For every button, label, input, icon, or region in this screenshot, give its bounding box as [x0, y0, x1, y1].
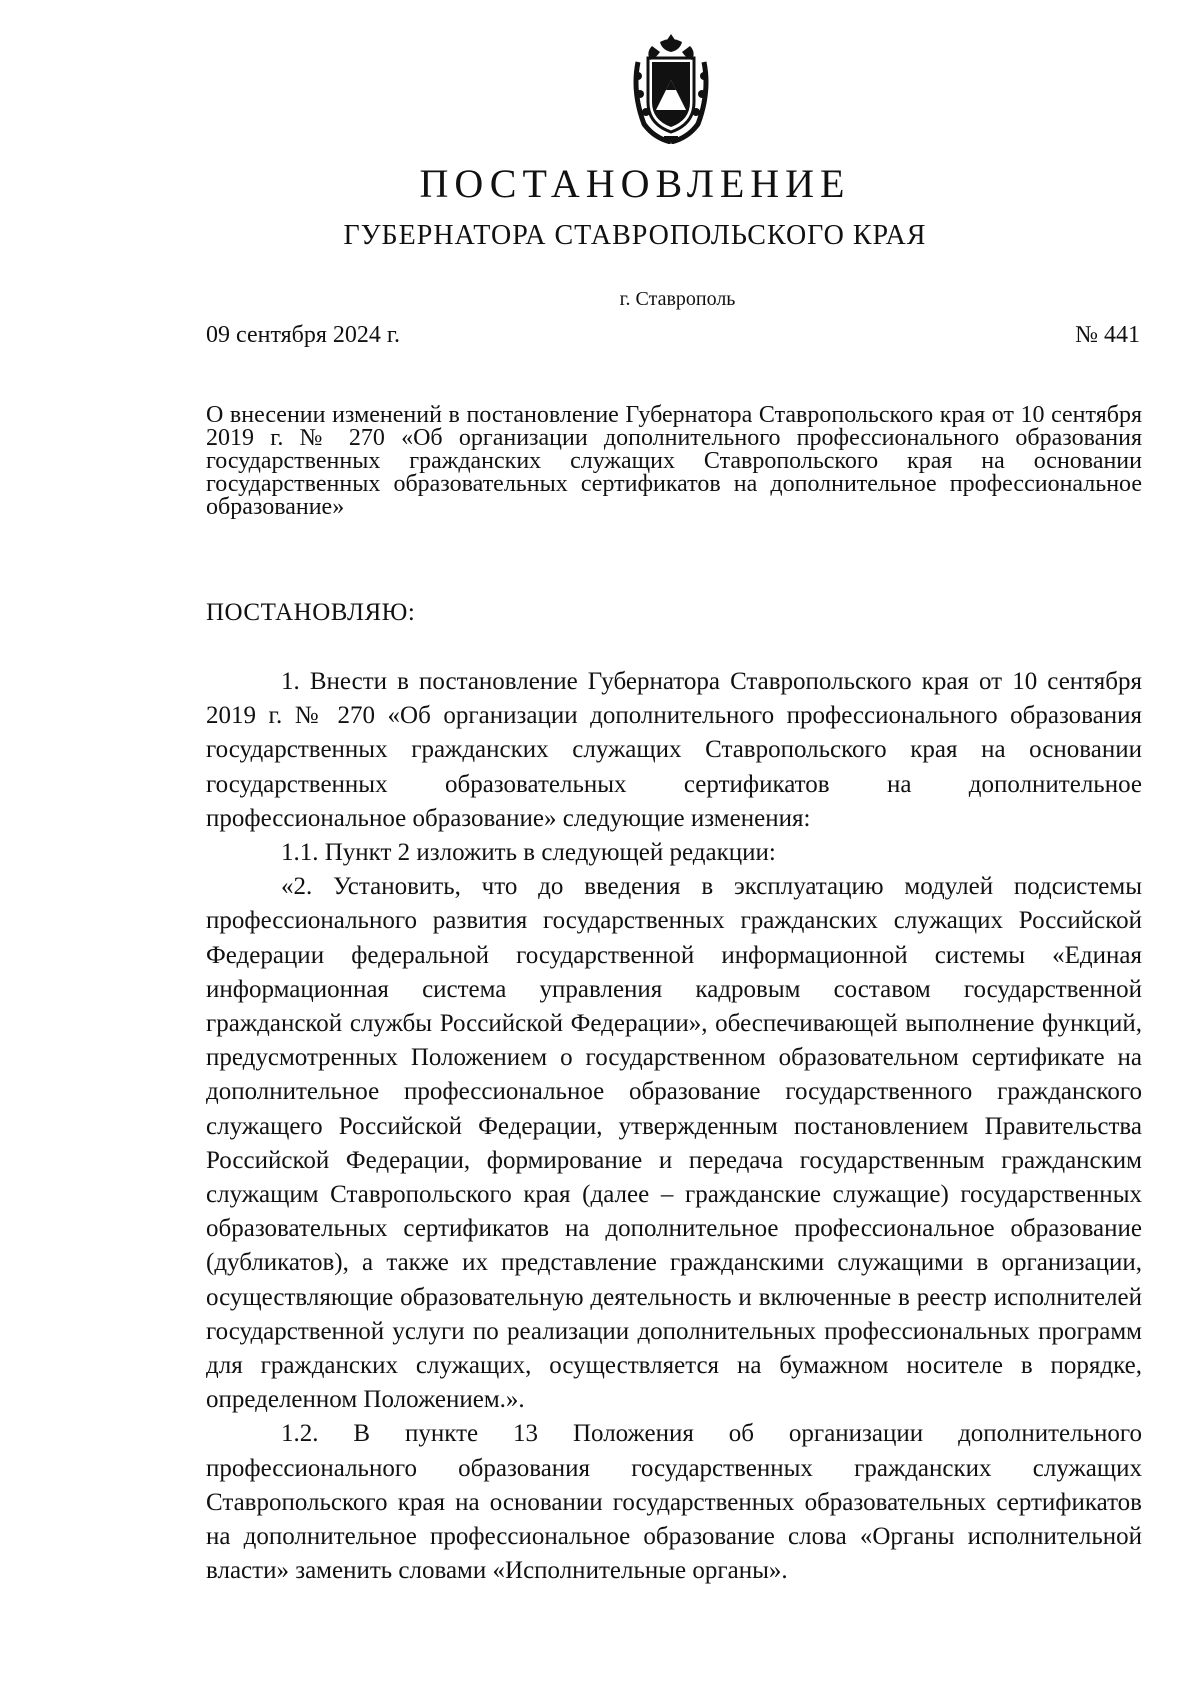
- document-date: 09 сентября 2024 г.: [206, 322, 401, 348]
- document-number: № 441: [1075, 322, 1140, 348]
- document-subject: О внесении изменений в постановление Губернатора Ставропольского края от 10 сентября 2019 г. № 270 «Об организации дополнительного профессионального образования государственных гражданских служащих Ставропольского края на основании государственных образовательных сертификатов на дополнительное профессиональное образование»: [206, 402, 1142, 520]
- city-label: г. Ставрополь: [619, 288, 736, 310]
- document-body: [206, 665, 1142, 1588]
- paragraph-1: 1. Внести в постановление Губернатора Ставропольского края от 10 сентября 2019 г. № 270 «Об организации дополнительного профессионального образования государственных гражданских служащих Ставропольского края на основании государственных образовательных сертификатов на дополнительное профессиональное образование» следующие изменения:: [206, 668, 1142, 832]
- paragraph-1-1: 1.1. Пункт 2 изложить в следующей редакции:: [281, 839, 776, 867]
- decree-word: ПОСТАНОВЛЯЮ:: [206, 599, 416, 626]
- document-type-title: ПОСТАНОВЛЕНИЕ: [419, 161, 851, 206]
- paragraph-1-2: 1.2. В пункте 13 Положения об организации дополнительного профессионального образования государственных гражданских служащих Ставропольского края на основании государственных образовательных сертификатов на дополнительное профессиональное образование слова «Органы исполнительной власти» заменить словами «Исполнительные органы».: [206, 1420, 1142, 1585]
- coat-of-arms-icon: [630, 32, 712, 144]
- issuer-title: ГУБЕРНАТОРА СТАВРОПОЛЬСКОГО КРАЯ: [343, 220, 927, 251]
- paragraph-quoted-2: «2. Установить, что до введения в эксплуатацию модулей подсистемы профессионального развития государственных гражданских служащих Российской Федерации федеральной государственной информационной системы «Единая информационная система управления кадровым составом государственной гражданской службы Российской Федерации», обеспечивающей выполнение функций, предусмотренных Положением о государственном образовательном сертификате на дополнительное профессиональное образование государственного гражданского служащего Российской Федерации, утвержденным постановлением Правительства Российской Федерации, формирование и передача государственным гражданским служащим Ставропольского края (далее – гражданские служащие) государственных образовательных сертификатов на дополнительное профессиональное образование (дубликатов), а также их представление гражданскими служащими в организации, осуществляющие образовательную деятельность и включенные в реестр исполнителей государственной услуги по реализации дополнительных профессиональных программ для гражданских служащих, осуществляется на бумажном носителе в порядке, определенном Положением.».: [206, 873, 1142, 1414]
